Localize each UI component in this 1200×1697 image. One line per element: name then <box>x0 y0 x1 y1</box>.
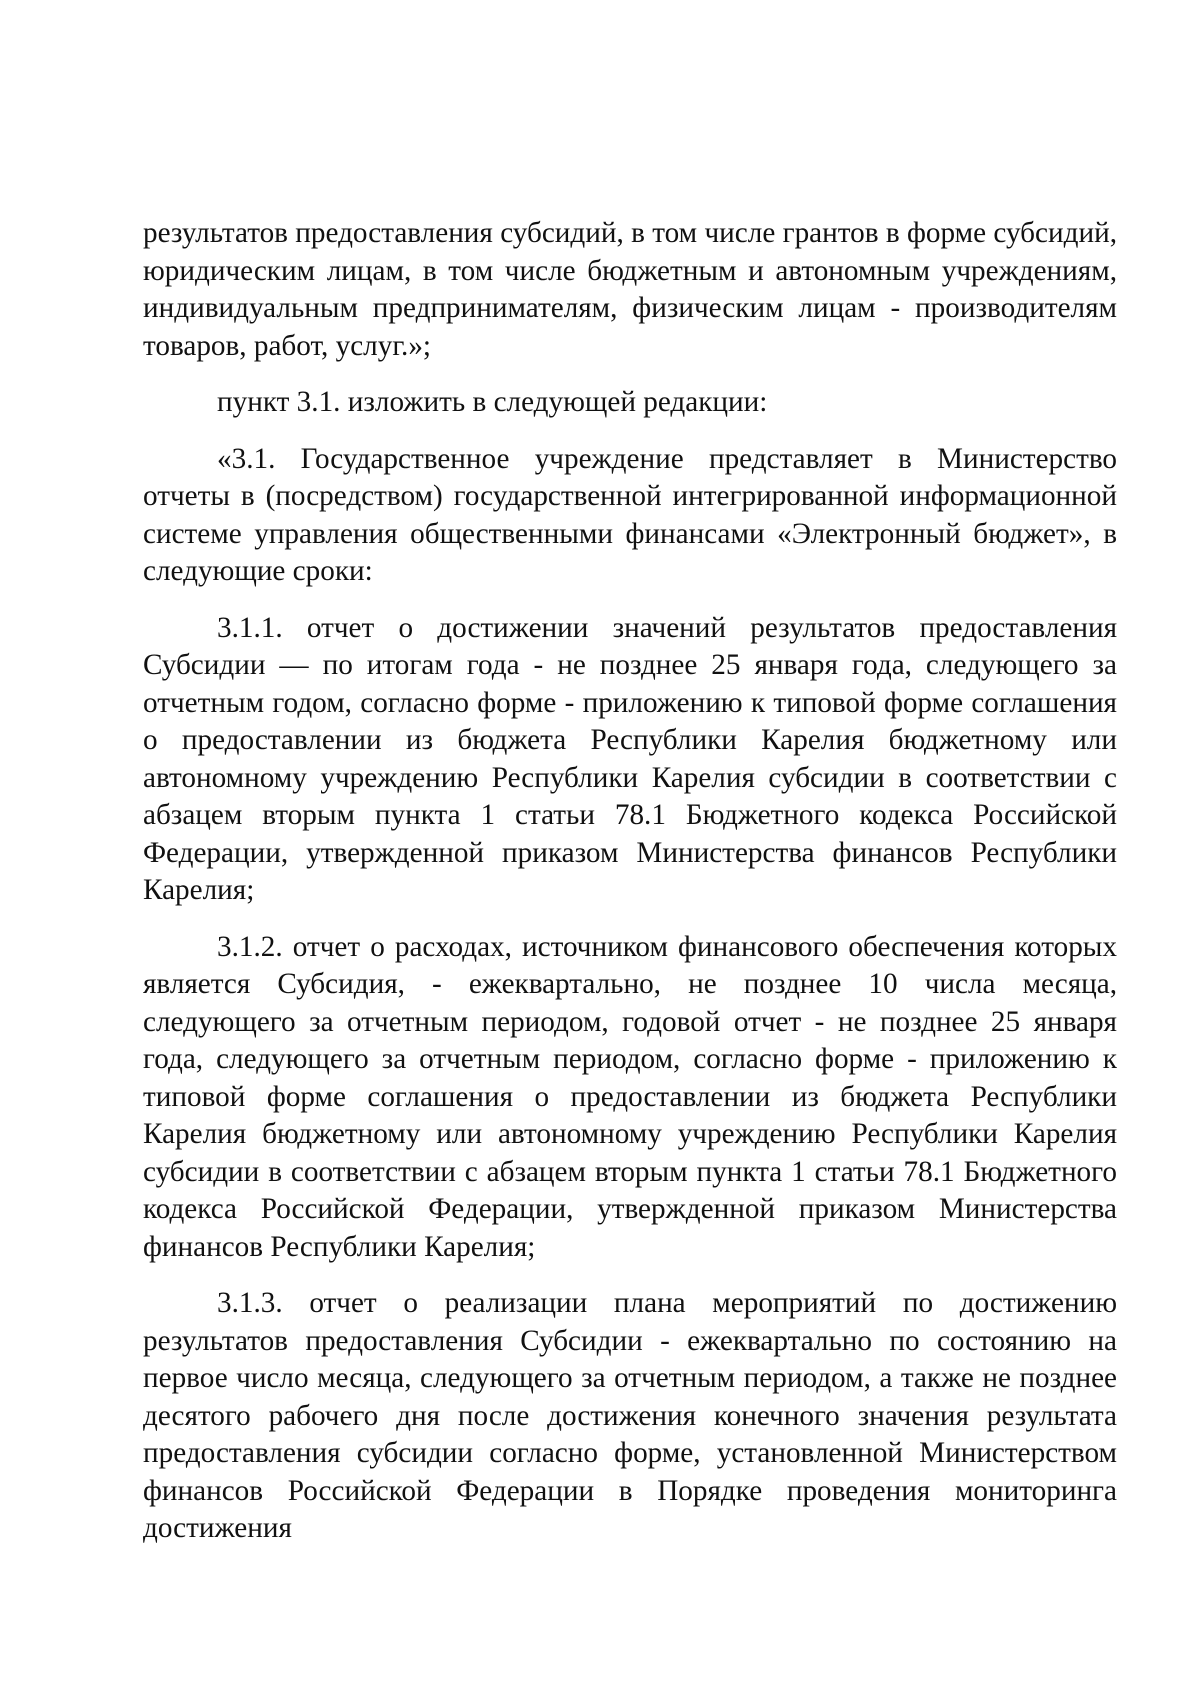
paragraph-clause-3-1-1: 3.1.1. отчет о достижении значений результатов предоставления Субсидии — по итогам года - не позднее 25 января года, следующего за отчетным годом, согласно форме - приложению к типовой форме соглашения о предоставлении из бюджета Республики Карелия бюджетному или автономному учреждению Республики Карелия субсидии в соответствии с абзацем вторым пункта 1 статьи 78.1 Бюджетного кодекса Российской Федерации, утвержденной приказом Министерства финансов Республики Карелия; <box>143 611 1117 906</box>
paragraph-clause-3-1: «3.1. Государственное учреждение представляет в Министерство отчеты в (посредством) государственной интегрированной информационной системе управления общественными финансами «Электронный бюджет», в следующие сроки: <box>143 442 1117 587</box>
paragraph-clause-3-1-3: 3.1.3. отчет о реализации плана мероприятий по достижению результатов предоставления Субсидии - ежеквартально по состоянию на первое число месяца, следующего за отчетным периодом, а также не позднее десятого рабочего дня после достижения конечного значения результата предоставления субсидии согласно форме, установленной Министерством финансов Российской Федерации в Порядке проведения мониторинга достижения <box>143 1287 1117 1544</box>
paragraph-continuation: результатов предоставления субсидий, в том числе грантов в форме субсидий, юридическим лицам, в том числе бюджетным и автономным учреждениям, индивидуальным предпринимателям, физическим лицам - производителям товаров, работ, услуг.»; <box>143 217 1117 362</box>
paragraph-clause-3-1-2: 3.1.2. отчет о расходах, источником финансового обеспечения которых является Субсидия, - ежеквартально, не позднее 10 числа месяца, следующего за отчетным периодом, годовой отчет - не позднее 25 января года, следующего за отчетным периодом, согласно форме - приложению к типовой форме соглашения о предоставлении из бюджета Республики Карелия бюджетному или автономному учреждению Республики Карелия субсидии в соответствии с абзацем вторым пункта 1 статьи 78.1 Бюджетного кодекса Российской Федерации, утвержденной приказом Министерства финансов Республики Карелия; <box>143 930 1117 1263</box>
document-body <box>143 215 1117 1567</box>
paragraph-amendment-intro: пункт 3.1. изложить в следующей редакции: <box>217 386 768 418</box>
